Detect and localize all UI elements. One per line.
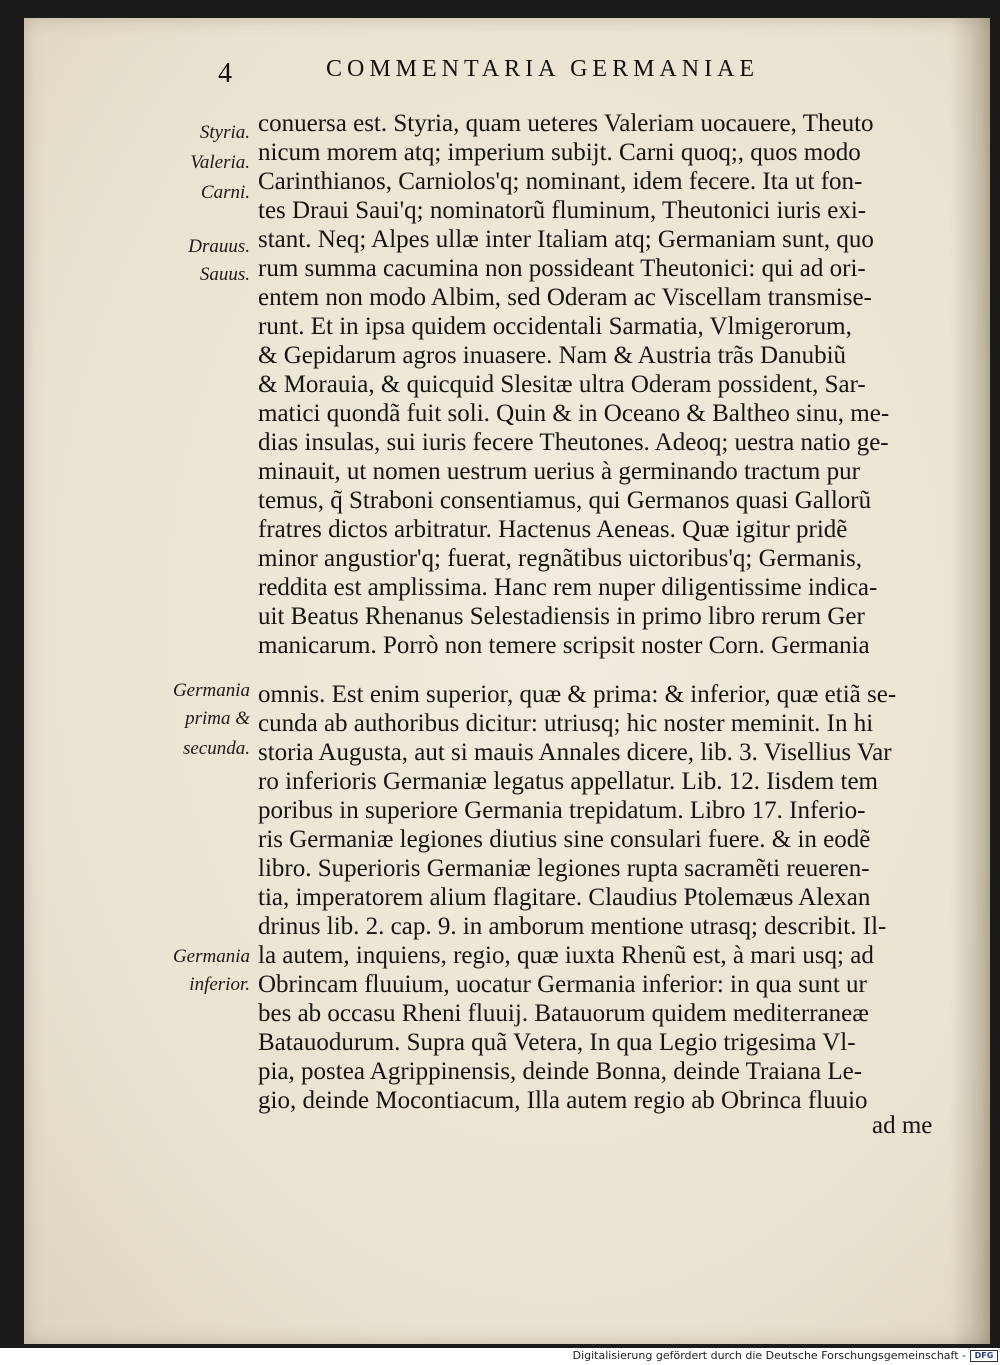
text-line: manicarum. Porrò non temere scripsit noster Corn. Germania: [258, 632, 870, 659]
text-line: bes ab occasu Rheni fluuij. Batauorum quidem mediterraneæ: [258, 1000, 869, 1027]
running-head: COMMENTARIA GERMANIAE: [326, 56, 760, 82]
text-line: matici quondã fuit soli. Quin & in Oceano & Baltheo sinu, me-: [258, 400, 890, 427]
page-header: [218, 52, 858, 92]
text-line: omnis. Est enim superior, quæ & prima: & inferior, quæ etiã se-: [258, 681, 897, 708]
margin-note: inferior.: [189, 974, 250, 995]
text-line: & Morauia, & quicquid Slesitæ ultra Oderam possident, Sar-: [258, 371, 866, 398]
text-line: entem non modo Albim, sed Oderam ac Viscellam transmise-: [258, 284, 872, 311]
footer: [0, 1348, 1000, 1365]
text-line: & Gepidarum agros inuasere. Nam & Austria trãs Danubiũ: [258, 342, 847, 369]
margin-note: Sauus.: [199, 264, 250, 285]
margin-note: Drauus.: [188, 236, 250, 257]
footer-credit: Digitalisierung gefördert durch die Deutsche Forschungsgemeinschaft -: [572, 1349, 966, 1362]
text-line: ro inferioris Germaniæ legatus appellatur. Lib. 12. Iisdem tem: [258, 768, 878, 795]
page-number: 4: [218, 58, 232, 89]
text-line: gio, deinde Mocontiacum, Illa autem regio ab Obrinca fluuio: [258, 1087, 868, 1114]
text-line: pia, postea Agrippinensis, deinde Bonna, deinde Traiana Le-: [258, 1058, 863, 1085]
margin-note: secunda.: [182, 738, 250, 759]
margin-note: Germania: [172, 680, 250, 701]
margin-note: Valeria.: [190, 152, 250, 173]
text-line: stant. Neq; Alpes ullæ inter Italiam atq; Germaniam sunt, quo: [258, 226, 874, 253]
margin-note: Styria.: [199, 122, 250, 143]
text-line: Batauodurum. Supra quã Vetera, In qua Legio trigesima Vl-: [258, 1029, 856, 1056]
text-line: minauit, ut nomen uestrum uerius à germinando tractum pur: [258, 458, 860, 485]
text-line: minor angustior'q; fuerat, regnãtibus uictoribus'q; Germanis,: [258, 545, 863, 572]
text-line: Carinthianos, Carniolos'q; nominant, idem fecere. Ita ut fon-: [258, 168, 863, 195]
text-line: la autem, inquiens, regio, quæ iuxta Rhenũ est, à mari usq; ad: [258, 942, 874, 969]
text-line: Obrincam fluuium, uocatur Germania inferior: in qua sunt ur: [258, 971, 867, 998]
text-line: reddita est amplissima. Hanc rem nuper diligentissime indica-: [258, 574, 878, 601]
text-line: tia, imperatorem alium flagitare. Claudius Ptolemæus Alexan: [258, 884, 871, 911]
text-line: fratres dictos arbitratur. Hactenus Aeneas. Quæ igitur pridẽ: [258, 516, 848, 543]
text-line: ris Germaniæ legiones diutius sine consulari fuere. & in eodẽ: [258, 826, 871, 853]
margin-note: prima &: [185, 708, 250, 729]
text-line: conuersa est. Styria, quam ueteres Valeriam uocauere, Theuto: [258, 110, 874, 137]
text-line: libro. Superioris Germaniæ legiones rupta sacramẽti reueren-: [258, 855, 870, 882]
text-line: uit Beatus Rhenanus Selestadiensis in primo libro rerum Ger: [258, 603, 865, 630]
text-line: nicum morem atq; imperium subijt. Carni quoq;, quos modo: [258, 139, 861, 166]
text-line: tes Draui Saui'q; nominatorũ fluminum, Theutonici iuris exi-: [258, 197, 867, 224]
catchword: ad me: [872, 1112, 933, 1139]
text-line: drinus lib. 2. cap. 9. in amborum mentione utrasq; describit. Il-: [258, 913, 887, 940]
text-line: runt. Et in ipsa quidem occidentali Sarmatia, Vlmigerorum,: [258, 313, 852, 340]
text-line: storia Augusta, aut si mauis Annales dicere, lib. 3. Visellius Var: [258, 739, 892, 766]
text-line: temus, q̃ Straboni consentiamus, qui Germanos quasi Gallorũ: [258, 487, 872, 514]
text-line: poribus in superiore Germania trepidatum. Libro 17. Inferio-: [258, 797, 866, 824]
text-line: cunda ab authoribus dicitur: utriusq; hic noster meminit. In hi: [258, 710, 874, 737]
margin-note: Germania: [172, 946, 250, 967]
spine-shadow: [950, 18, 990, 1344]
text-line: dias insulas, sui iuris fecere Theutones. Adeoq; uestra natio ge-: [258, 429, 889, 456]
text-line: rum summa cacumina non possideant Theutonici: qui ad ori-: [258, 255, 866, 282]
dfg-logo-icon: DFG: [970, 1350, 998, 1362]
margin-note: Carni.: [200, 182, 250, 203]
